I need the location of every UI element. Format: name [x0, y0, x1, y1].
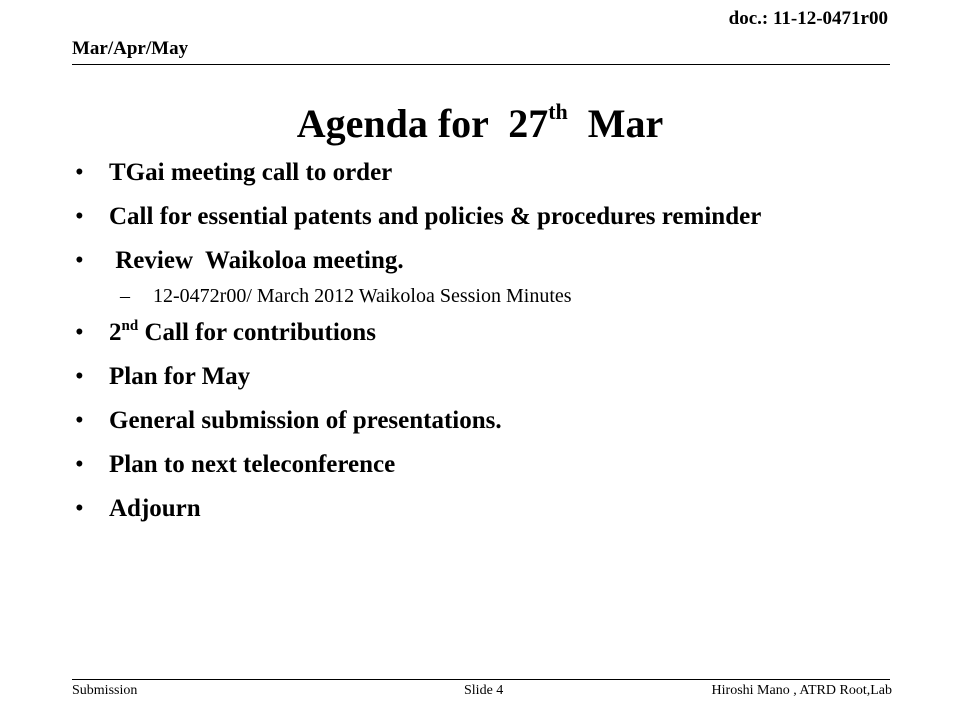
agenda-item-ordinal: 2: [109, 319, 122, 346]
footer-rule: [72, 679, 890, 680]
agenda-item-patents: [72, 202, 862, 232]
footer-author: Hiroshi Mano , ATRD Root,Lab: [711, 683, 892, 698]
footer-submission: Submission: [72, 683, 138, 698]
agenda-item-contributions: [72, 318, 862, 348]
agenda-item-text: Adjourn: [109, 495, 201, 522]
agenda-item-text: General submission of presentations.: [109, 407, 502, 434]
agenda-item-ordinal-suffix: nd: [121, 318, 139, 334]
slide-title: [0, 99, 960, 146]
agenda-sublist: [109, 284, 862, 308]
title-main: Agenda for 27: [296, 101, 549, 146]
agenda-item-submission: [72, 406, 862, 436]
agenda-item-text: Plan for May: [109, 363, 251, 390]
agenda-list: [72, 158, 862, 538]
agenda-item-adjourn: [72, 494, 862, 524]
footer-slide-number: Slide 4: [464, 683, 504, 698]
agenda-item-text: Plan to next teleconference: [109, 451, 396, 478]
header-rule: [72, 64, 890, 65]
agenda-item-review: [72, 246, 862, 308]
title-suffix: Mar: [567, 101, 664, 146]
agenda-item-text: Call for essential patents and policies & procedures reminder: [109, 203, 762, 230]
agenda-item-text: TGai meeting call to order: [109, 159, 393, 186]
agenda-subitem-text: 12-0472r00/ March 2012 Waikoloa Session Minutes: [153, 285, 572, 307]
header-date: Mar/Apr/May: [72, 38, 189, 59]
agenda-item-teleconference: [72, 450, 862, 480]
agenda-item-plan-may: [72, 362, 862, 392]
agenda-item-text: Call for contributions: [138, 319, 376, 346]
agenda-subitem-minutes: [109, 284, 862, 308]
agenda-item-call-to-order: [72, 158, 862, 188]
doc-id: doc.: 11-12-0471r00: [728, 8, 888, 29]
title-superscript: th: [548, 99, 568, 124]
agenda-item-text: Review Waikoloa meeting.: [109, 247, 404, 274]
